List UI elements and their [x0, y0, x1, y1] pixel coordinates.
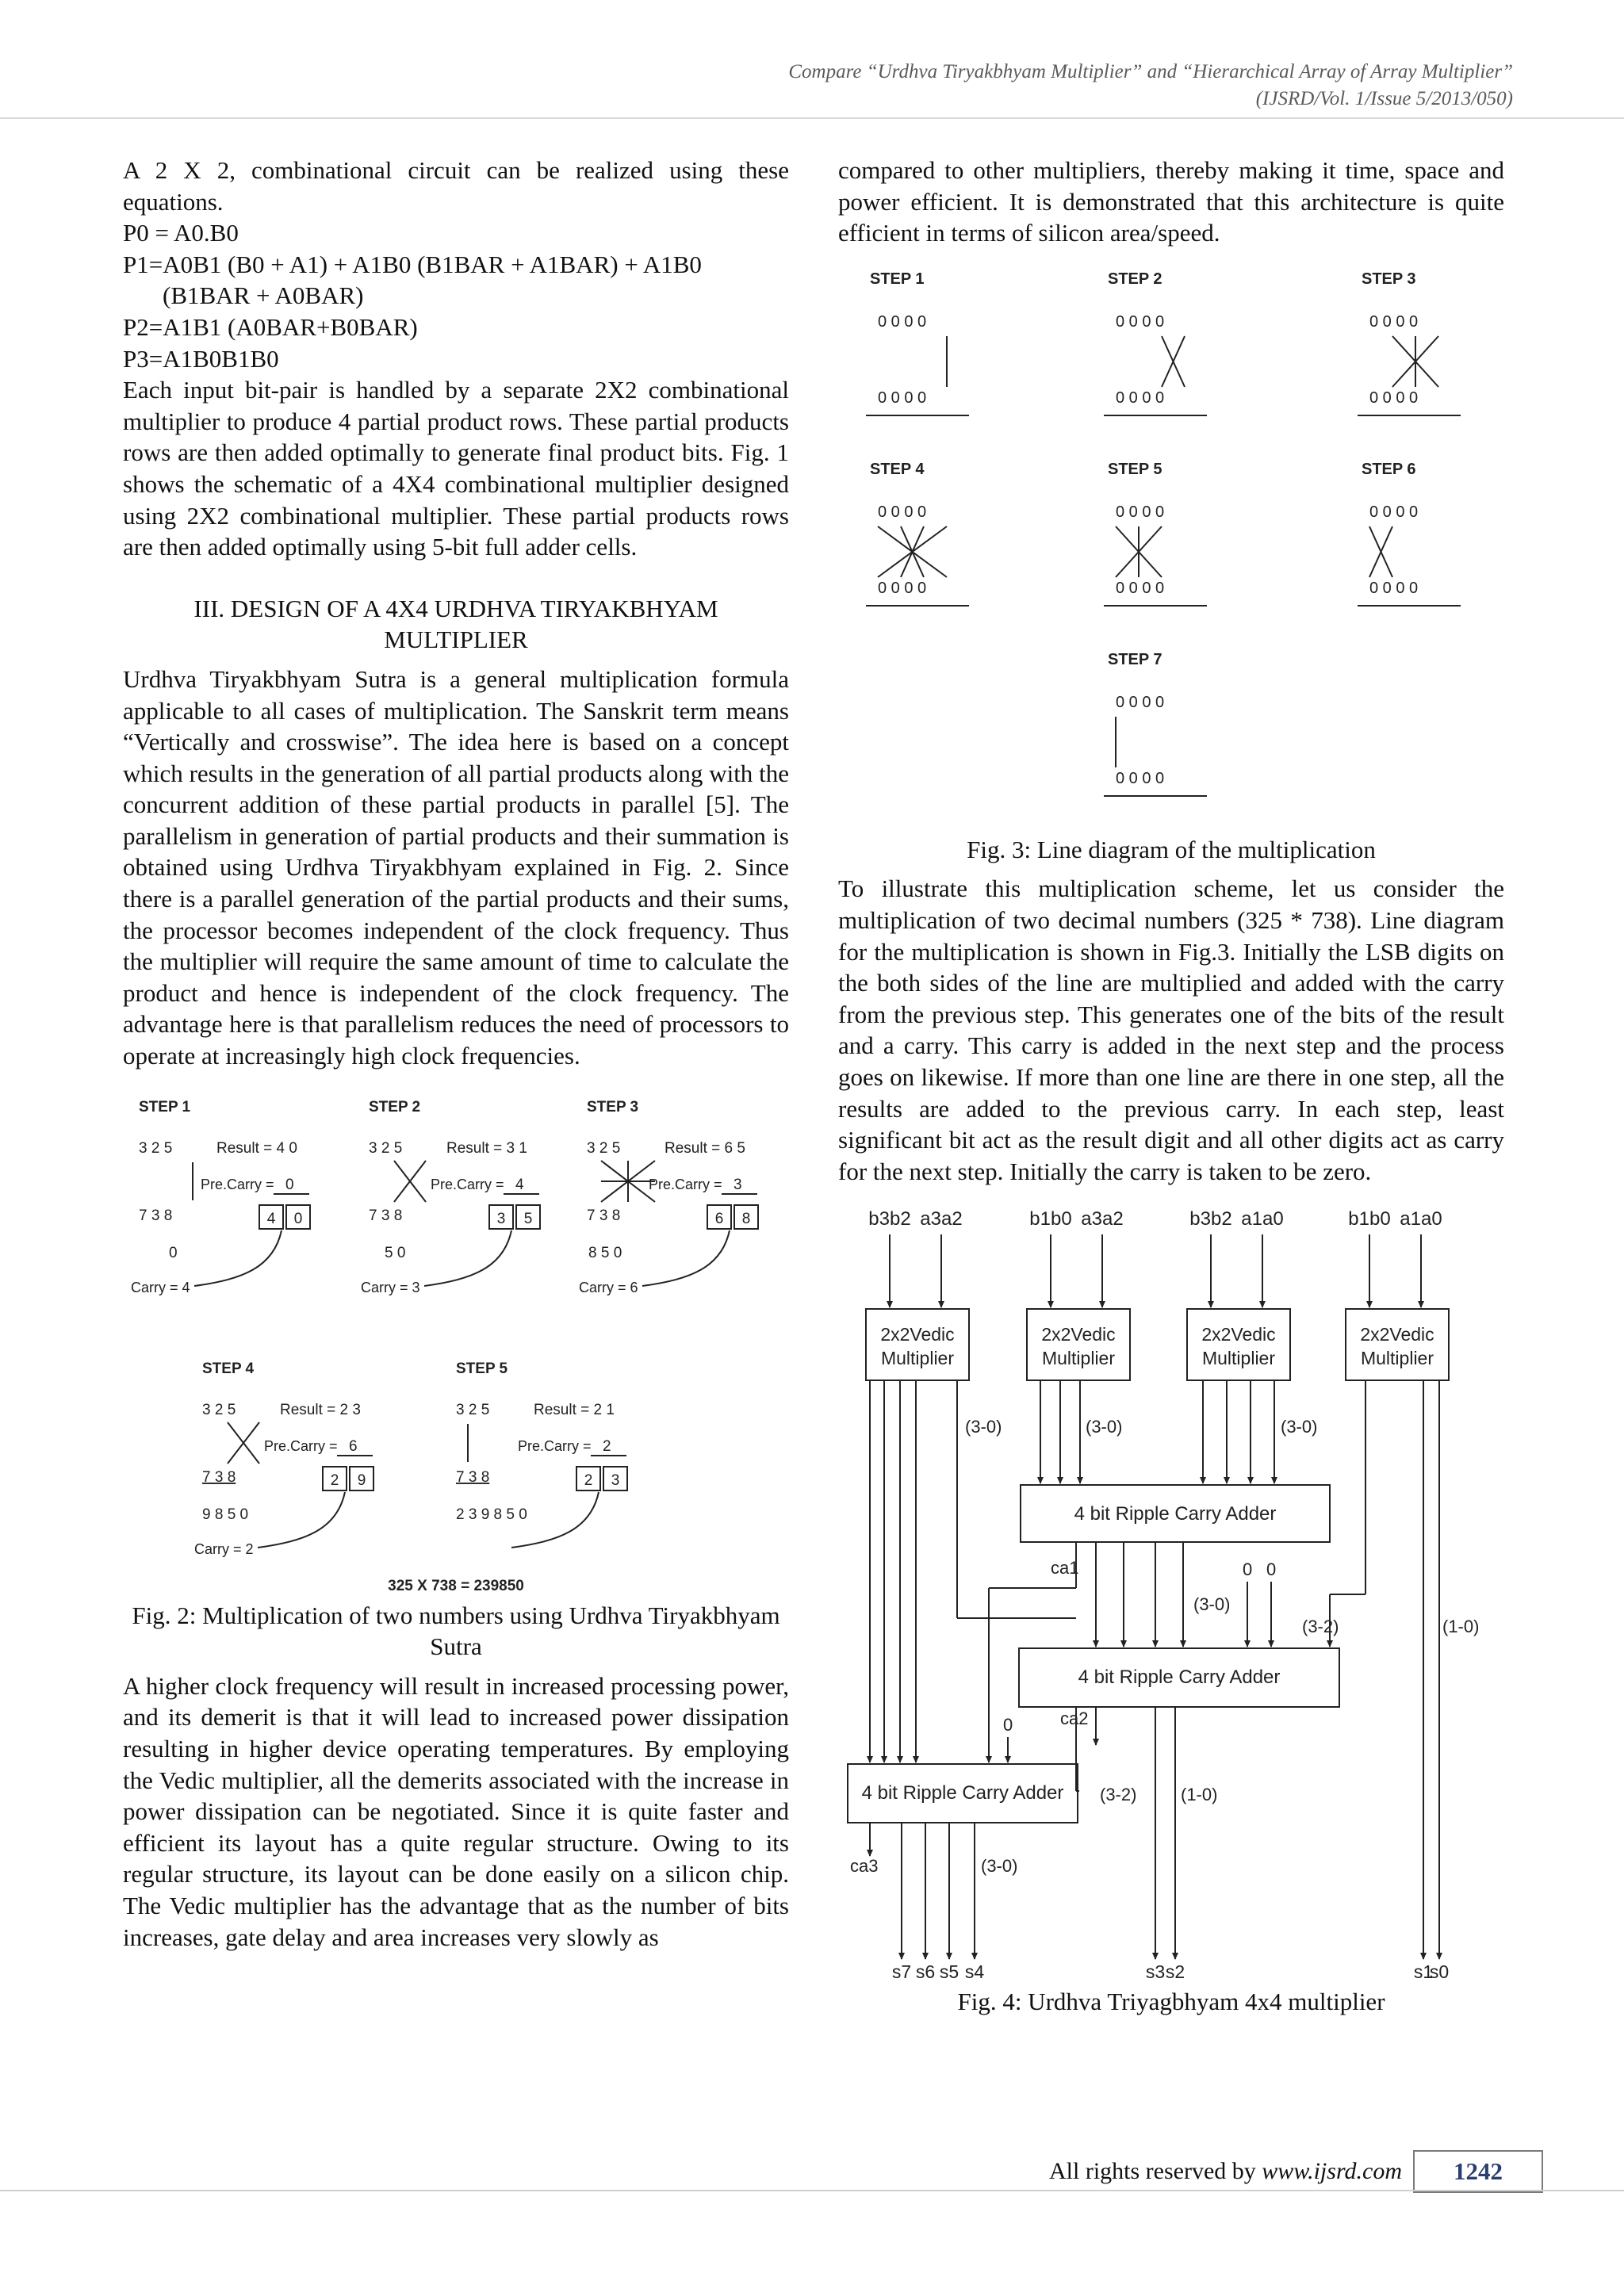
fig2-multiplicand: 3 2 5 — [369, 1139, 403, 1157]
fig3-top-digits: 0 0 0 0 — [878, 312, 927, 331]
fig3-bottom-digits: 0 0 0 0 — [1369, 388, 1419, 407]
fig4-bus-label: (3-0) — [981, 1856, 1018, 1877]
fig2-result: Result = 4 0 — [216, 1139, 297, 1157]
footer-rights — [1049, 2158, 1402, 2185]
equation-p0: P0 = A0.B0 — [123, 219, 239, 247]
fig4-vedic-multiplier-block — [1346, 1309, 1449, 1380]
fig4-bus-label: (3-2) — [1302, 1617, 1339, 1637]
fig3-top-digits: 0 0 0 0 — [1369, 312, 1419, 331]
fig2-precarry-value: 0 — [285, 1176, 294, 1193]
fig2-box-digit: 6 — [714, 1210, 724, 1227]
paragraph: compared to other multipliers, thereby making it time, space and power efficient. It is demonstrated that this architecture is quite efficient in terms of silicon area/speed. — [838, 156, 1504, 247]
equation-p3: P3=A1B0B1B0 — [123, 344, 279, 373]
paragraph: Urdhva Tiryakbhyam Sutra is a general multiplication formula applicable to all cases of multiplication. The Sanskrit term means “Vertically and crosswise”. The idea here is based on a concept which results in the generation of all partial products along with the concurrent addition of these partial products in parallel [5]. The parallelism in generation of partial products and their summation is obtained using Urdhva Tiryakbhyam explained in Fig. 2. Since there is a parallel generation of the partial products and their sums, the processor becomes independent of the clock frequency. Thus the multiplier will require the same amount of time to calculate the product and hence is independent of the clock frequency. The advantage here is that parallelism reduces the need of processors to operate at increasingly high clock frequencies. — [123, 664, 789, 1070]
fig4-input-label: b1b0 — [1348, 1208, 1391, 1230]
running-header — [482, 59, 1513, 113]
fig3-top-digits: 0 0 0 0 — [1116, 503, 1165, 521]
fig4-zero-input: 0 — [1243, 1559, 1253, 1580]
fig2-partial-result: 0 — [169, 1244, 178, 1261]
fig2-box-digit: 8 — [741, 1210, 751, 1227]
fig2-precarry-value: 6 — [349, 1437, 358, 1455]
section-heading: III. DESIGN OF A 4X4 URDHVA TIRYAKBHYAM MULTIPLIER — [193, 594, 718, 654]
fig4-bus-label: (1-0) — [1181, 1785, 1218, 1805]
fig4-zero-input: 0 — [1003, 1715, 1013, 1735]
fig2-carry-label: Carry = 4 — [131, 1279, 190, 1295]
fig2-result: Result = 3 1 — [446, 1139, 527, 1157]
figure-3-caption: Fig. 3: Line diagram of the multiplication — [967, 835, 1376, 863]
fig2-precarry-label: Pre.Carry = — [264, 1437, 338, 1454]
equation-p1: P1=A0B1 (B0 + A1) + A1B0 (B1BAR + A1BAR) + A1B0 — [123, 250, 702, 278]
figure-3-line-diagram — [838, 260, 1504, 831]
fig3-bottom-digits: 0 0 0 0 — [1116, 769, 1165, 787]
fig2-carry-arrow — [258, 1492, 345, 1548]
fig4-bus-label: (3-0) — [1193, 1594, 1231, 1615]
header-title: Compare “Urdhva Tiryakbhyam Multiplier” and “Hierarchical Array of Array Multiplier” — [788, 61, 1513, 82]
fig4-output-label: s4 — [964, 1961, 985, 1983]
fig4-input-label: b3b2 — [1189, 1208, 1232, 1230]
fig4-bus-label: (3-0) — [965, 1417, 1002, 1437]
fig4-rca-label: 4 bit Ripple Carry Adder — [861, 1782, 1064, 1804]
fig4-vedic-label: 2x2Vedic — [1041, 1324, 1116, 1345]
fig2-precarry-value: 2 — [603, 1437, 611, 1455]
fig3-step-label: STEP 3 — [1362, 270, 1416, 288]
fig2-carry-arrow — [642, 1230, 730, 1286]
fig2-box-digit: 3 — [496, 1210, 506, 1227]
fig2-precarry-label: Pre.Carry = — [649, 1176, 722, 1192]
header-rule — [0, 117, 1624, 119]
fig4-output-label: s5 — [939, 1961, 959, 1983]
fig4-input-label: a3a2 — [1081, 1208, 1124, 1230]
fig4-vedic-multiplier-block — [1027, 1309, 1130, 1380]
fig2-multiplicand: 3 2 5 — [202, 1401, 236, 1418]
fig2-precarry-label: Pre.Carry = — [518, 1437, 592, 1454]
fig2-result: Result = 2 3 — [280, 1401, 361, 1418]
fig2-step-label: STEP 2 — [369, 1098, 421, 1115]
fig2-partial-result: 2 3 9 8 5 0 — [456, 1506, 527, 1523]
fig4-vedic-label: 2x2Vedic — [880, 1324, 955, 1345]
fig2-equation: 325 X 738 = 239850 — [388, 1577, 524, 1594]
fig2-box-digit: 5 — [523, 1210, 533, 1227]
fig2-multiplier-digits: 7 3 8 — [587, 1207, 621, 1224]
figure-2-caption: Fig. 2: Multiplication of two numbers using Urdhva Tiryakbhyam Sutra — [132, 1601, 780, 1661]
fig4-output-label: s2 — [1165, 1961, 1185, 1983]
fig2-result: Result = 2 1 — [534, 1401, 615, 1418]
intro-text: A 2 X 2, combinational circuit can be realized using these equations. — [123, 156, 789, 216]
fig2-multiplicand: 3 2 5 — [456, 1401, 490, 1418]
fig3-bottom-digits: 0 0 0 0 — [1116, 579, 1165, 597]
fig4-input-label: a1a0 — [1241, 1208, 1284, 1230]
fig2-multiplicand: 3 2 5 — [587, 1139, 621, 1157]
fig2-multiplier-digits: 7 3 8 — [139, 1207, 173, 1224]
fig2-carry-label: Carry = 6 — [579, 1279, 638, 1295]
fig3-step-label: STEP 2 — [1108, 270, 1162, 288]
fig2-partial-result: 9 8 5 0 — [202, 1506, 249, 1523]
fig4-input-label: b3b2 — [868, 1208, 911, 1230]
fig2-step-label: STEP 4 — [202, 1360, 255, 1377]
fig4-output-label: s0 — [1429, 1961, 1450, 1983]
fig4-vedic-multiplier-block — [1187, 1309, 1290, 1380]
rights-text: All rights reserved by — [1049, 2158, 1256, 2184]
fig2-partial-result: 5 0 — [385, 1244, 406, 1261]
paragraph: A higher clock frequency will result in increased processing power, and its demerit is that it will lead to increased power dissipation resulting in higher device operating temperatures. By employing the Vedic multiplier, all the demerits associated with the increase in power dissipation can be negotiated. Since it is quite faster and efficient its layout has a quite regular structure. Owing to its regular structure, its layout can be done easily on a silicon chip. The Vedic multiplier has the advantage that as the number of bits increases, gate delay and area increases very slowly as — [123, 1671, 789, 1951]
fig2-step-label: STEP 1 — [139, 1098, 191, 1115]
fig3-bottom-digits: 0 0 0 0 — [878, 579, 927, 597]
fig3-step-label: STEP 5 — [1108, 460, 1162, 478]
fig2-carry-label: Carry = 2 — [194, 1540, 254, 1557]
site-link[interactable]: www.ijsrd.com — [1262, 2158, 1402, 2184]
page-number: 1242 — [1413, 2150, 1543, 2193]
fig3-bottom-digits: 0 0 0 0 — [878, 388, 927, 407]
footer-rule — [0, 2190, 1624, 2191]
fig4-vedic-label: 2x2Vedic — [1360, 1324, 1434, 1345]
fig2-step-label: STEP 3 — [587, 1098, 639, 1115]
fig3-step-label: STEP 1 — [870, 270, 925, 288]
fig2-carry-arrow — [424, 1230, 511, 1286]
fig3-bottom-digits: 0 0 0 0 — [1369, 579, 1419, 597]
fig2-carry-arrow — [194, 1230, 282, 1286]
fig4-bus-label: (1-0) — [1442, 1617, 1480, 1637]
fig2-precarry-label: Pre.Carry = — [431, 1176, 504, 1192]
paragraph: Each input bit-pair is handled by a separate 2X2 combinational multiplier to produce 4 partial product rows. These partial products rows are then added optimally to generate final product bits. Fig. 1 shows the schematic of a 4X4 combinational multiplier designed using 2X2 combinational multiplier. These partial products rows are then added optimally using 5-bit full adder cells. — [123, 376, 789, 561]
fig4-vedic-label: Multiplier — [1041, 1348, 1116, 1369]
fig2-result: Result = 6 5 — [665, 1139, 745, 1157]
fig4-output-label: s3 — [1145, 1961, 1166, 1983]
fig3-top-digits: 0 0 0 0 — [1369, 503, 1419, 521]
fig2-step-label: STEP 5 — [456, 1360, 508, 1377]
fig2-box-digit: 0 — [293, 1210, 303, 1227]
fig2-precarry-label: Pre.Carry = — [201, 1176, 274, 1192]
fig4-rca-label: 4 bit Ripple Carry Adder — [1078, 1667, 1281, 1689]
fig2-multiplier-digits: 7 3 8 — [456, 1468, 490, 1486]
fig4-vedic-label: 2x2Vedic — [1201, 1324, 1276, 1345]
fig4-carry-label: ca1 — [1051, 1558, 1079, 1578]
fig4-vedic-multiplier-block — [866, 1309, 969, 1380]
fig3-top-digits: 0 0 0 0 — [1116, 312, 1165, 331]
fig2-box-digit: 9 — [357, 1471, 366, 1489]
fig4-output-label: s7 — [891, 1961, 912, 1983]
fig2-precarry-value: 3 — [733, 1176, 742, 1193]
fig4-bus-label: (3-2) — [1100, 1785, 1137, 1805]
left-column — [123, 155, 789, 1953]
fig4-vedic-label: Multiplier — [1360, 1348, 1434, 1369]
fig2-box-digit: 2 — [330, 1471, 339, 1489]
fig3-step-label: STEP 6 — [1362, 460, 1416, 478]
fig2-multiplier-digits: 7 3 8 — [369, 1207, 403, 1224]
fig2-multiplier-digits: 7 3 8 — [202, 1468, 236, 1486]
fig3-step-label: STEP 4 — [870, 460, 925, 478]
figure-2-urdhva-steps — [123, 1089, 789, 1597]
fig2-multiplicand: 3 2 5 — [139, 1139, 173, 1157]
fig4-vedic-label: Multiplier — [880, 1348, 955, 1369]
right-column — [838, 155, 1504, 2026]
fig4-input-label: a1a0 — [1400, 1208, 1442, 1230]
fig4-input-label: b1b0 — [1029, 1208, 1072, 1230]
fig3-bottom-digits: 0 0 0 0 — [1116, 388, 1165, 407]
fig4-output-label: s1 — [1413, 1961, 1434, 1983]
paragraph: To illustrate this multiplication scheme, let us consider the multiplication of two decimal numbers (325 * 738). Line diagram for the multiplication is shown in Fig.3. Initially the LSB digits on the both sides of the line are multiplied and added with the carry from the previous step. This generates one of the bits of the result and a carry. This carry is added in the next step and the process goes on likewise. If more than one line are there in one step, all the results are added to the previous carry. In each step, least significant bit act as the result digit and all other digits act as carry for the next step. Initially the carry is taken to be zero. — [838, 874, 1504, 1185]
fig3-top-digits: 0 0 0 0 — [1116, 693, 1165, 711]
fig2-carry-label: Carry = 3 — [361, 1279, 420, 1295]
fig4-output-label: s6 — [915, 1961, 936, 1983]
fig4-bus-label: (3-0) — [1086, 1417, 1123, 1437]
fig4-carry-label: ca3 — [850, 1856, 879, 1877]
fig2-partial-result: 8 5 0 — [588, 1244, 622, 1261]
fig4-carry-label: ca2 — [1060, 1709, 1089, 1729]
fig4-vedic-label: Multiplier — [1201, 1348, 1276, 1369]
fig4-rca-label: 4 bit Ripple Carry Adder — [1074, 1503, 1277, 1525]
fig3-top-digits: 0 0 0 0 — [878, 503, 927, 521]
header-volume: (IJSRD/Vol. 1/Issue 5/2013/050) — [1255, 88, 1513, 109]
fig2-box-digit: 3 — [611, 1471, 620, 1489]
fig2-precarry-value: 4 — [515, 1176, 524, 1193]
equation-p2: P2=A1B1 (A0BAR+B0BAR) — [123, 312, 418, 341]
fig4-zero-input: 0 — [1266, 1559, 1277, 1580]
fig4-bus-label: (3-0) — [1281, 1417, 1318, 1437]
fig4-input-label: a3a2 — [920, 1208, 963, 1230]
equation-p1-cont: (B1BAR + A0BAR) — [163, 281, 364, 310]
fig2-box-digit: 4 — [266, 1210, 276, 1227]
figure-4-caption: Fig. 4: Urdhva Triyagbhyam 4x4 multiplier — [957, 1988, 1385, 2016]
fig3-step-label: STEP 7 — [1108, 650, 1162, 668]
fig2-box-digit: 2 — [584, 1471, 593, 1489]
figure-4-4x4-multiplier — [838, 1198, 1504, 1983]
